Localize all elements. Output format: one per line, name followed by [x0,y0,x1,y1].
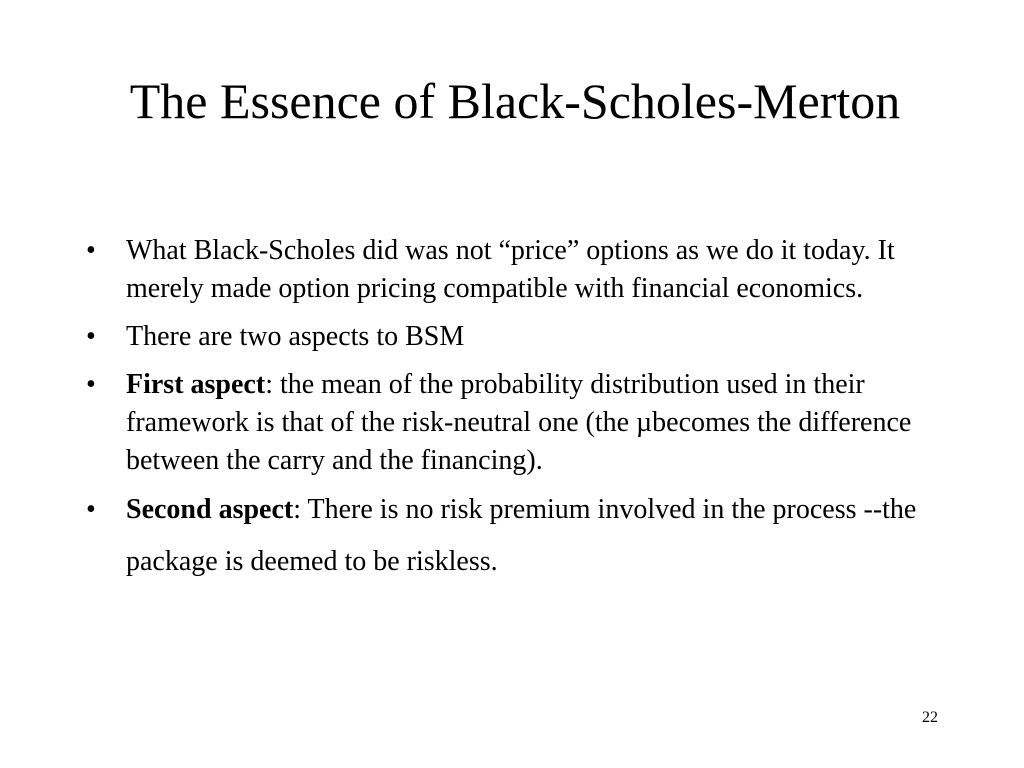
bullet-text: What Black-Scholes did was not “price” options as we do it today. It merely made option pricing compatible with financial economics. [126,235,895,304]
bullet-glyph: • [86,369,96,400]
slide-title: The Essence of Black-Scholes-Merton [129,73,901,129]
bullet-item-3 [82,366,932,480]
bullet-text: : There is no risk premium involved in the process --the package is deemed to be riskless. [126,494,917,577]
bullet-lead: First aspect [126,369,266,400]
bullet-glyph: • [86,235,96,266]
bullet-item-4 [82,484,932,588]
page-number: 22 [922,709,938,726]
bullet-list [82,232,932,598]
bullet-glyph: • [86,494,96,525]
bullet-item-1 [82,232,932,308]
bullet-glyph: • [86,321,96,352]
bullet-text: There are two aspects to BSM [126,321,465,352]
bullet-text: : the mean of the probability distribution used in their framework is that of the risk-neutral one (the µbecomes the difference between the carry and the financing). [126,369,912,476]
bullet-item-2 [82,318,932,356]
bullet-lead: Second aspect [126,494,294,525]
